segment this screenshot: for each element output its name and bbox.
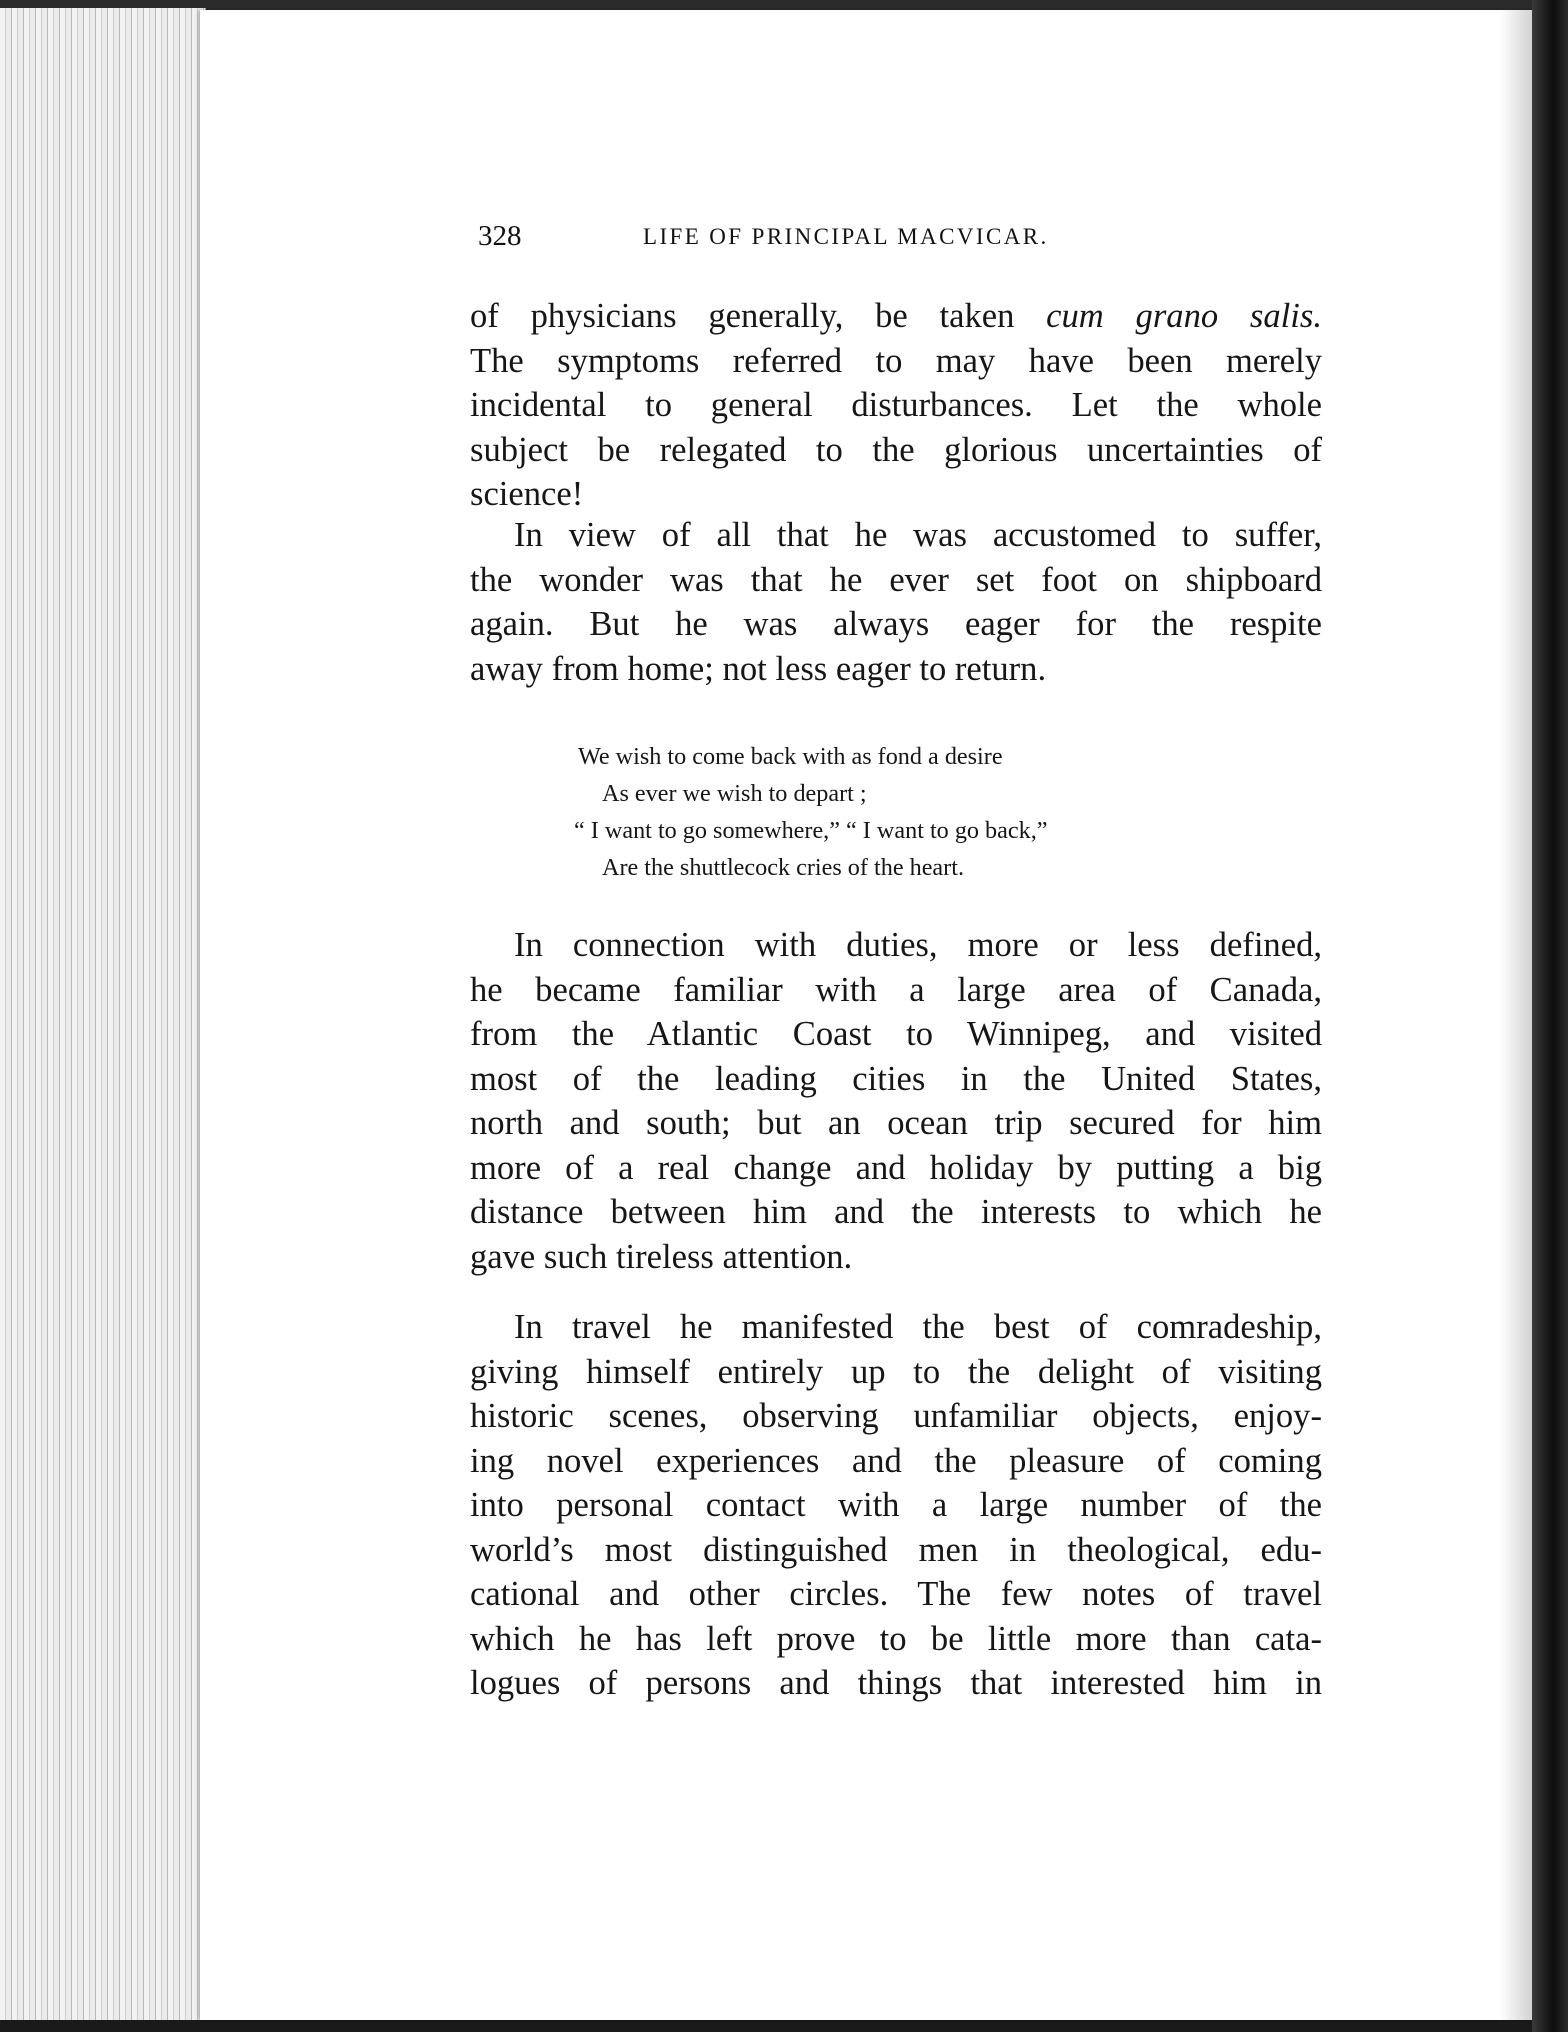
- paragraph-line: [470, 294, 1322, 339]
- page-edges-stack: [0, 8, 206, 2020]
- italic-phrase: cum grano salis.: [1046, 297, 1322, 335]
- paragraph-line: cational and other circles. The few notes of travel: [470, 1575, 1322, 1613]
- paragraph-line: into personal contact with a large number of the: [470, 1486, 1322, 1524]
- page-heading: LIFE OF PRINCIPAL MACVICAR.: [643, 224, 1049, 249]
- verse-line: “ I want to go somewhere,” “ I want to go back,”: [574, 817, 1048, 844]
- paragraph-line: more of a real change and holiday by putting a big: [470, 1148, 1322, 1187]
- paragraph-1: [470, 294, 1322, 517]
- verse-line: We wish to come back with as fond a desire: [578, 743, 1003, 770]
- paragraph-line: again. But he was always eager for the respite: [470, 605, 1322, 643]
- verse-quotation: [574, 738, 1274, 886]
- paragraph-line: most of the leading cities in the United States,: [470, 1059, 1322, 1098]
- paragraph-line: In connection with duties, more or less defined,: [514, 926, 1322, 964]
- paragraph-line: giving himself entirely up to the delight of visiting: [470, 1352, 1322, 1391]
- paragraph-line: from the Atlantic Coast to Winnipeg, and visited: [470, 1015, 1322, 1053]
- paragraph-line: logues of persons and things that interested him in: [470, 1664, 1322, 1702]
- paragraph-line: distance between him and the interests to which he: [470, 1193, 1322, 1231]
- paragraph-line: north and south; but an ocean trip secured for him: [470, 1104, 1322, 1142]
- facing-page-edge: [1532, 0, 1568, 2032]
- paragraph-line: away from home; not less eager to return.: [470, 649, 1047, 688]
- paragraph-line: subject be relegated to the glorious uncertainties of: [470, 430, 1322, 469]
- paragraph-4: [470, 1305, 1322, 1706]
- paragraph-line-text: of physicians generally, be taken: [470, 297, 1047, 335]
- paragraph-line: The symptoms referred to may have been merely: [470, 341, 1322, 380]
- paragraph-line: he became familiar with a large area of Canada,: [470, 970, 1322, 1009]
- paragraph-line: which he has left prove to be little more than cata-: [470, 1619, 1322, 1658]
- paragraph-line: ing novel experiences and the pleasure of coming: [470, 1441, 1322, 1480]
- verse-line: Are the shuttlecock cries of the heart.: [602, 854, 964, 881]
- paragraph-line: science!: [470, 475, 584, 513]
- paragraph-line: the wonder was that he ever set foot on shipboard: [470, 560, 1322, 599]
- paragraph-line: historic scenes, observing unfamiliar objects, enjoy-: [470, 1397, 1322, 1435]
- gutter-shadow: [1500, 10, 1532, 2020]
- verse-line: As ever we wish to depart ;: [602, 780, 867, 807]
- paragraph-2: [470, 513, 1322, 691]
- paragraph-line: world’s most distinguished men in theological, edu-: [470, 1530, 1322, 1569]
- paragraph-3: [470, 923, 1322, 1279]
- paragraph-line: In view of all that he was accustomed to suffer,: [514, 516, 1322, 554]
- paragraph-line: incidental to general disturbances. Let the whole: [470, 386, 1322, 424]
- page-number: 328: [478, 220, 522, 252]
- paragraph-line: gave such tireless attention.: [470, 1237, 853, 1276]
- paragraph-line: In travel he manifested the best of comradeship,: [514, 1308, 1322, 1346]
- running-head: [478, 216, 1158, 266]
